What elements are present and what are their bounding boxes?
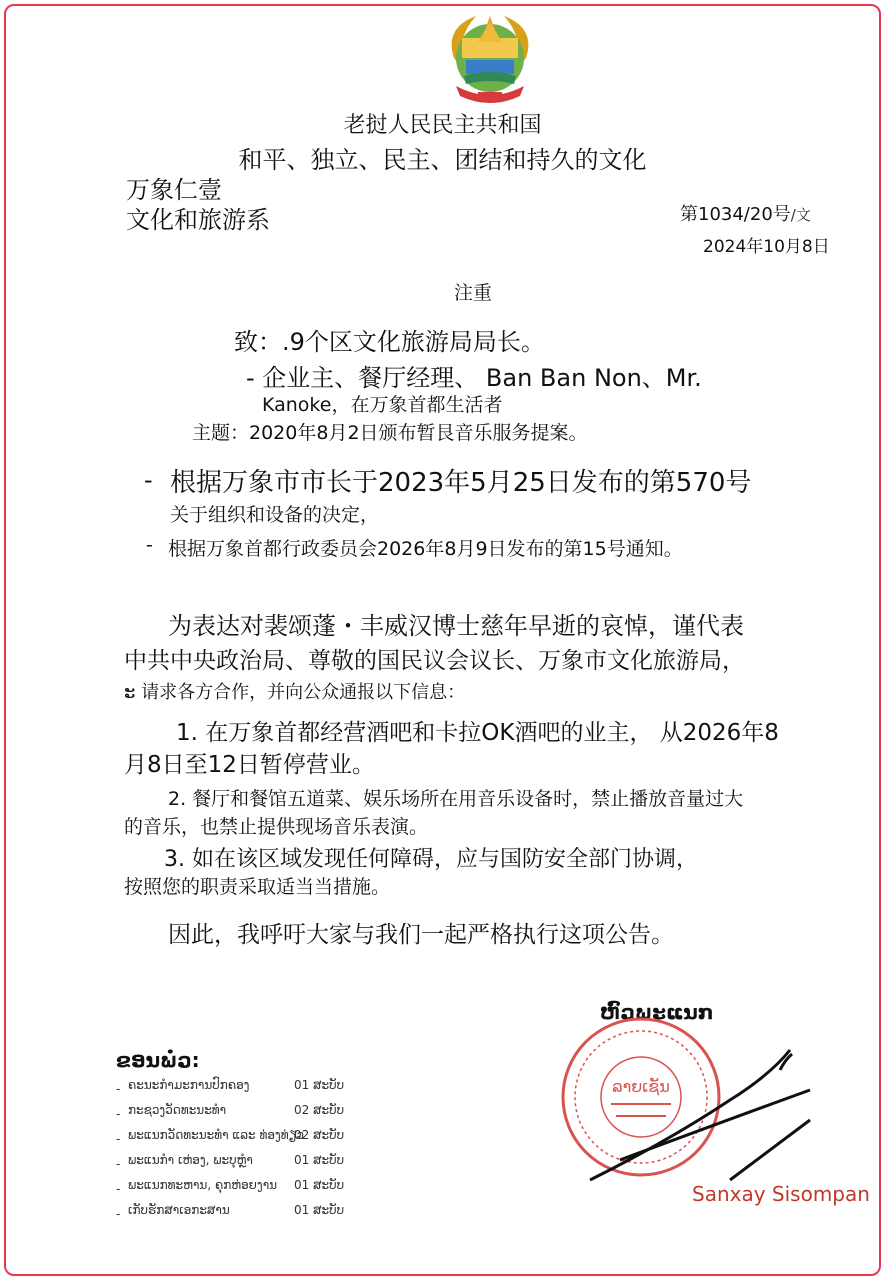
reference-number-main: 第1034/20号 bbox=[680, 204, 791, 225]
cc-item-count: 01 ສະບັບ bbox=[294, 1078, 345, 1092]
body-line-3-mark: ະ bbox=[124, 682, 136, 703]
body-line-2: 中共中央政治局、尊敬的国民议会议长、万象市文化旅游局， bbox=[124, 648, 745, 674]
point-1-line-1: 1. 在万象首都经营酒吧和卡拉OK酒吧的业主， 从2026年8 bbox=[176, 720, 779, 746]
basis-item-1-line-2: 关于组织和设备的决定， bbox=[170, 504, 380, 526]
point-1-line-2: 月8日至12日暂停营业。 bbox=[124, 752, 375, 778]
cc-item-dash: - bbox=[116, 1082, 121, 1096]
list-item bbox=[116, 1078, 376, 1103]
point-2-line-2: 的音乐，也禁止提供现场音乐表演。 bbox=[124, 816, 429, 838]
cc-item-count: 02 ສະບັບ bbox=[294, 1128, 345, 1142]
recipient-line-2: - 企业主、餐厅经理、 Ban Ban Non、Mr. bbox=[246, 364, 702, 392]
list-item bbox=[116, 1153, 376, 1178]
reference-number bbox=[680, 200, 811, 226]
signatory-name: Sanxay Sisompan bbox=[692, 1182, 870, 1206]
cc-item-dash: - bbox=[116, 1132, 121, 1146]
basis-dash-2: - bbox=[146, 534, 153, 556]
cc-item-dash: - bbox=[116, 1157, 121, 1171]
point-3-line-2: 按照您的职责采取适当当措施。 bbox=[124, 876, 391, 898]
point-3-line-1: 3. 如在该区域发现任何障碍，应与国防安全部门协调， bbox=[164, 847, 698, 872]
list-item bbox=[116, 1178, 376, 1203]
cc-item-count: 01 ສະບັບ bbox=[294, 1178, 345, 1192]
point-2-line-1: 2. 餐厅和餐馆五道菜、娱乐场所在用音乐设备时，禁止播放音量过大 bbox=[168, 788, 744, 810]
national-motto: 和平、独立、民主、团结和持久的文化 bbox=[238, 146, 647, 174]
body-line-3-text: 请求各方合作，并向公众通报以下信息： bbox=[141, 682, 466, 703]
cc-item-label: ຄະນະກຳມະການປົກຄອງ bbox=[128, 1078, 250, 1092]
reference-suffix: /文 bbox=[790, 206, 811, 224]
list-item bbox=[116, 1128, 376, 1153]
cc-item-label: ພະແນກຳ ເຫ່ອງ, ພະບຸຫຼຳ bbox=[128, 1153, 253, 1167]
recipient-line-3: Kanoke，在万象首都生活者 bbox=[262, 394, 503, 416]
cc-item-label: ພະແນກວັດທະນະທຳ ແລະ ທ່ອງທ່ຽວ bbox=[128, 1128, 305, 1142]
cc-item-count: 01 ສະບັບ bbox=[294, 1203, 345, 1217]
copy-to-title: ຂອນພໍ່ວ: bbox=[116, 1048, 200, 1072]
cc-item-dash: - bbox=[116, 1182, 121, 1196]
national-emblem bbox=[436, 8, 544, 106]
cc-item-label: ພະແນກທະຫານ, ຄຸກຫ່ອຍງານ bbox=[128, 1178, 278, 1192]
list-item bbox=[116, 1203, 376, 1228]
cc-item-dash: - bbox=[116, 1107, 121, 1121]
handwritten-signature bbox=[580, 1030, 820, 1190]
body-line-3 bbox=[124, 678, 465, 704]
subject-line: 主题：2020年8月2日颁布暂艮音乐服务提案。 bbox=[192, 422, 588, 444]
basis-item-1-line-1: 根据万象市市长于2023年5月25日发布的第570号 bbox=[170, 468, 752, 498]
body-line-1: 为表达对裴颂蓬・丰威汉博士慈年早逝的哀悼，谨代表 bbox=[168, 612, 744, 640]
issuer-line-2: 文化和旅游系 bbox=[126, 206, 270, 234]
country-name: 老挝人民民主共和国 bbox=[343, 113, 542, 138]
basis-dash-1: - bbox=[144, 466, 153, 494]
signatory-title: ຫົວພະແນກ bbox=[600, 1000, 714, 1024]
cc-item-label: ກະຊວງວັດທະນະທຳ bbox=[128, 1103, 227, 1117]
cc-item-dash: - bbox=[116, 1207, 121, 1221]
closing-statement: 因此，我呼吁大家与我们一起严格执行这项公告。 bbox=[168, 922, 674, 948]
issuer-line-1: 万象仁壹 bbox=[126, 176, 222, 204]
cc-item-count: 01 ສະບັບ bbox=[294, 1153, 345, 1167]
document-date: 2024年10月8日 bbox=[703, 237, 830, 257]
cc-item-label: ເກັບຮັກສາເອກະສານ bbox=[128, 1203, 230, 1217]
notice-title: 注重 bbox=[454, 282, 493, 304]
recipient-line-1: 致：.9个区文化旅游局局长。 bbox=[234, 328, 545, 356]
list-item bbox=[116, 1103, 376, 1128]
cc-item-count: 02 ສະບັບ bbox=[294, 1103, 345, 1117]
basis-item-2: 根据万象首都行政委员会2026年8月9日发布的第15号通知。 bbox=[168, 538, 683, 560]
stamp-text: ລາຍເຊັນ bbox=[612, 1077, 670, 1096]
copy-to-list bbox=[116, 1078, 376, 1228]
